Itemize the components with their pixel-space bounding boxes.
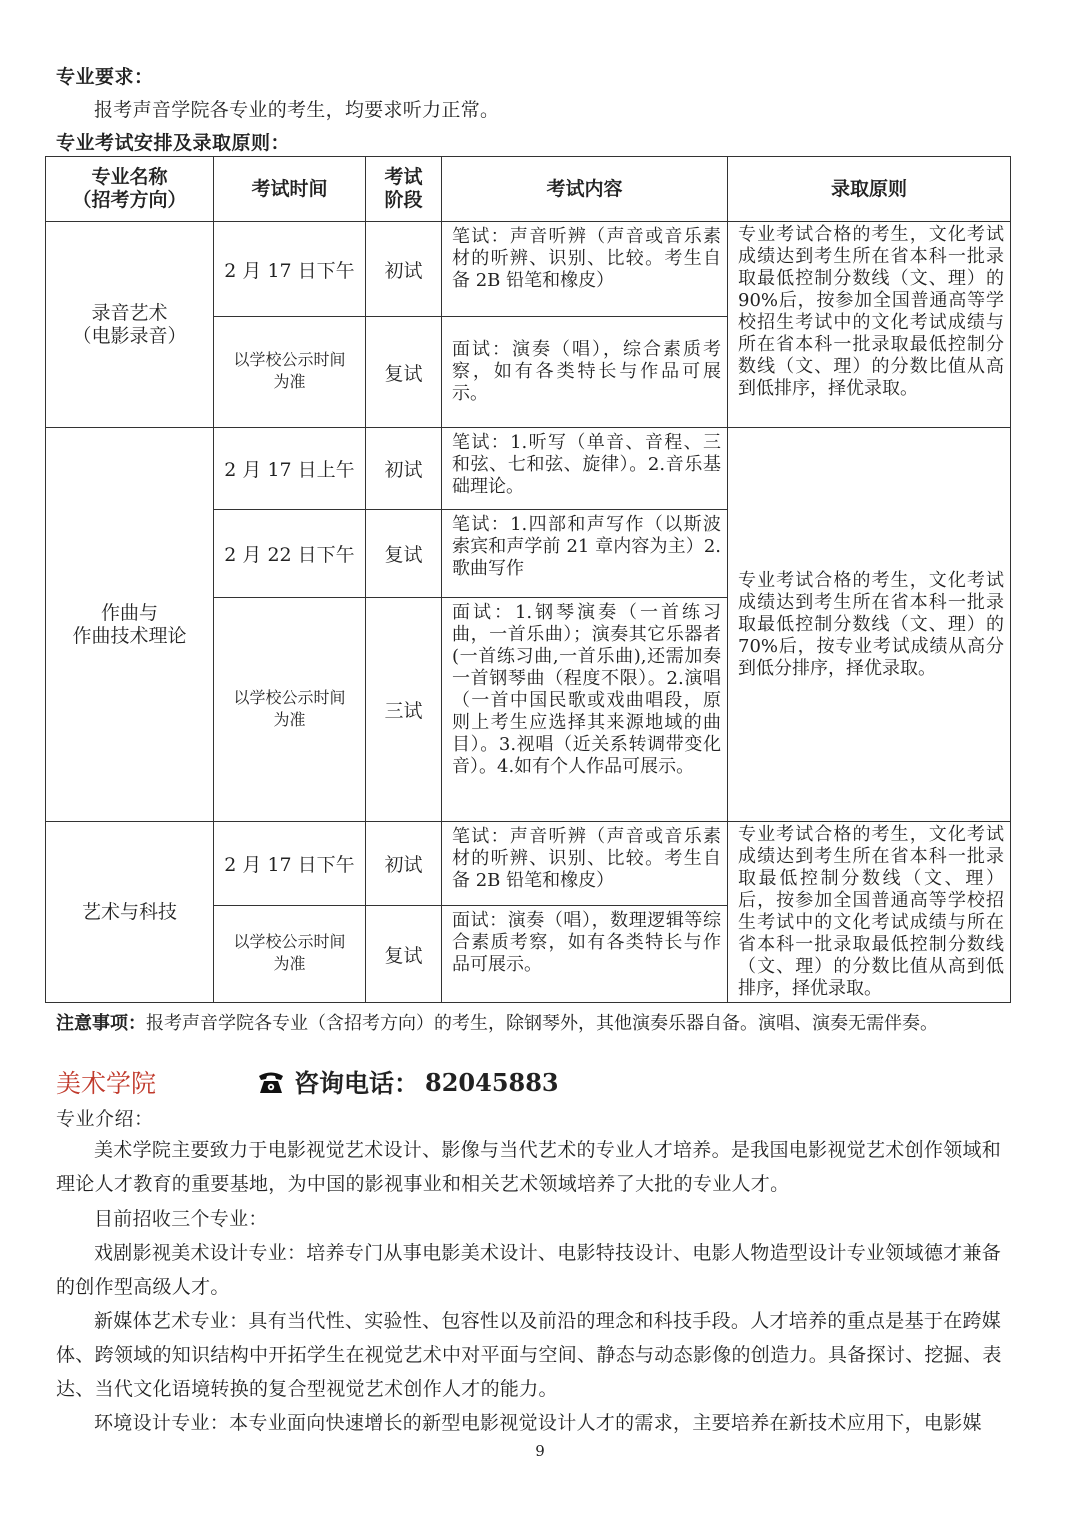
exam-time: 2 月 17 日上午	[214, 428, 366, 510]
header-rule: 录取原则	[728, 157, 1011, 222]
exam-content: 笔试：1.听写（单音、音程、三和弦、七和弦、旋律）。2.音乐基础理论。	[442, 428, 728, 510]
exam-content: 笔试：声音听辨（声音或音乐素材的听辨、识别、比较。考生自备 2B 铅笔和橡皮）	[442, 822, 728, 906]
exam-time: 2 月 17 日下午	[214, 822, 366, 906]
telephone-icon	[256, 1067, 286, 1097]
admission-rule: 专业考试合格的考生，文化考试成绩达到考生所在省本科一批录取最低控制分数线（文、理）的 90%后，按参加全国普通高等学校招生考试中的文化考试成绩与所在省本科一批录取最低控制分数线（文、理）的分数比值从高到低排序，择优录取。	[728, 222, 1011, 428]
exam-stage: 复试	[366, 510, 442, 598]
fine-arts-header	[56, 1062, 756, 1102]
requirements-heading: 专业要求：	[56, 67, 154, 88]
table-header-row	[46, 157, 1011, 222]
header-content: 考试内容	[442, 157, 728, 222]
table-row	[46, 428, 1011, 510]
header-stage: 考试 阶段	[366, 157, 442, 222]
notice-text: 报考声音学院各专业（含招考方向）的考生，除钢琴外，其他演奏乐器自备。演唱、演奏无需伴奏。	[146, 1013, 938, 1033]
notice-label: 注意事项：	[56, 1013, 146, 1033]
requirements-text: 报考声音学院各专业的考生，均要求听力正常。	[94, 100, 500, 121]
page-number: 9	[535, 1442, 545, 1460]
intro-paragraph: 目前招收三个专业：	[94, 1209, 268, 1230]
table-row	[46, 222, 1011, 317]
phone-number: 82045883	[425, 1067, 559, 1097]
exam-content: 面试：演奏（唱），数理逻辑等综合素质考察，如有各类特长与作品可展示。	[442, 906, 728, 1003]
header-major: 专业名称 （招考方向）	[46, 157, 214, 222]
admission-rule: 专业考试合格的考生，文化考试成绩达到考生所在省本科一批录取最低控制分数线（文、理）的 70%后，按专业考试成绩从高分到低分排序，择优录取。	[728, 428, 1011, 822]
exam-time: 2 月 22 日下午	[214, 510, 366, 598]
admission-rule: 专业考试合格的考生，文化考试成绩达到考生所在省本科一批录取最低控制分数线（文、理）后，按参加全国普通高等学校招生考试中的文化考试成绩与所在省本科一批录取最低控制分数线（文、理）的分数比值从高到低排序，择优录取。	[728, 822, 1011, 1003]
exam-content: 笔试：1.四部和声写作（以斯波索宾和声学前 21 章内容为主）2.歌曲写作	[442, 510, 728, 598]
intro-paragraph: 美术学院主要致力于电影视觉艺术设计、影像与当代艺术的专业人才培养。是我国电影视觉艺术创作领域和理论人才教育的重要基地，为中国的影视事业和相关艺术领域培养了大批的专业人才。	[56, 1140, 1002, 1195]
exam-stage: 初试	[366, 222, 442, 317]
consult-phone	[256, 1062, 559, 1102]
exam-content: 面试：演奏（唱），综合素质考察，如有各类特长与作品可展示。	[442, 317, 728, 428]
major-cell: 作曲与 作曲技术理论	[46, 428, 214, 822]
intro-paragraph: 环境设计专业：本专业面向快速增长的新型电影视觉设计人才的需求，主要培养在新技术应用下，电影媒	[94, 1413, 982, 1434]
exam-stage: 三试	[366, 598, 442, 822]
arrangement-heading: 专业考试安排及录取原则：	[56, 133, 291, 154]
notice	[56, 1011, 1026, 1035]
exam-content: 面试：1.钢琴演奏（一首练习曲，一首乐曲）；演奏其它乐器者(一首练习曲,一首乐曲),还需加奏一首钢琴曲（程度不限）。2.演唱（一首中国民歌或戏曲唱段，原则上考生应选择其来源地域的曲目）。3.视唱（近关系转调带变化音）。4.如有个人作品可展示。	[442, 598, 728, 822]
exam-stage: 复试	[366, 317, 442, 428]
exam-arrangement-table	[45, 156, 1011, 1003]
intro-heading: 专业介绍：	[56, 1109, 154, 1130]
exam-time: 以学校公示时间 为准	[214, 317, 366, 428]
header-time: 考试时间	[214, 157, 366, 222]
intro-paragraph: 新媒体艺术专业：具有当代性、实验性、包容性以及前沿的理念和科技手段。人才培养的重点是基于在跨媒体、跨领域的知识结构中开拓学生在视觉艺术中对平面与空间、静态与动态影像的创造力。具备探讨、挖掘、表达、当代文化语境转换的复合型视觉艺术创作人才的能力。	[56, 1311, 1002, 1400]
intro-paragraph: 戏剧影视美术设计专业：培养专门从事电影美术设计、电影特技设计、电影人物造型设计专业领域德才兼备的创作型高级人才。	[56, 1243, 1002, 1298]
exam-stage: 复试	[366, 906, 442, 1003]
table-row	[46, 822, 1011, 906]
exam-time: 2 月 17 日下午	[214, 222, 366, 317]
exam-time: 以学校公示时间 为准	[214, 906, 366, 1003]
exam-content: 笔试：声音听辨（声音或音乐素材的听辨、识别、比较。考生自备 2B 铅笔和橡皮）	[442, 222, 728, 317]
exam-time: 以学校公示时间 为准	[214, 598, 366, 822]
exam-stage: 初试	[366, 428, 442, 510]
phone-label: 咨询电话：	[294, 1070, 420, 1098]
fine-arts-title: 美术学院	[56, 1070, 157, 1098]
exam-stage: 初试	[366, 822, 442, 906]
major-cell: 艺术与科技	[46, 822, 214, 1003]
major-cell: 录音艺术 （电影录音）	[46, 222, 214, 428]
